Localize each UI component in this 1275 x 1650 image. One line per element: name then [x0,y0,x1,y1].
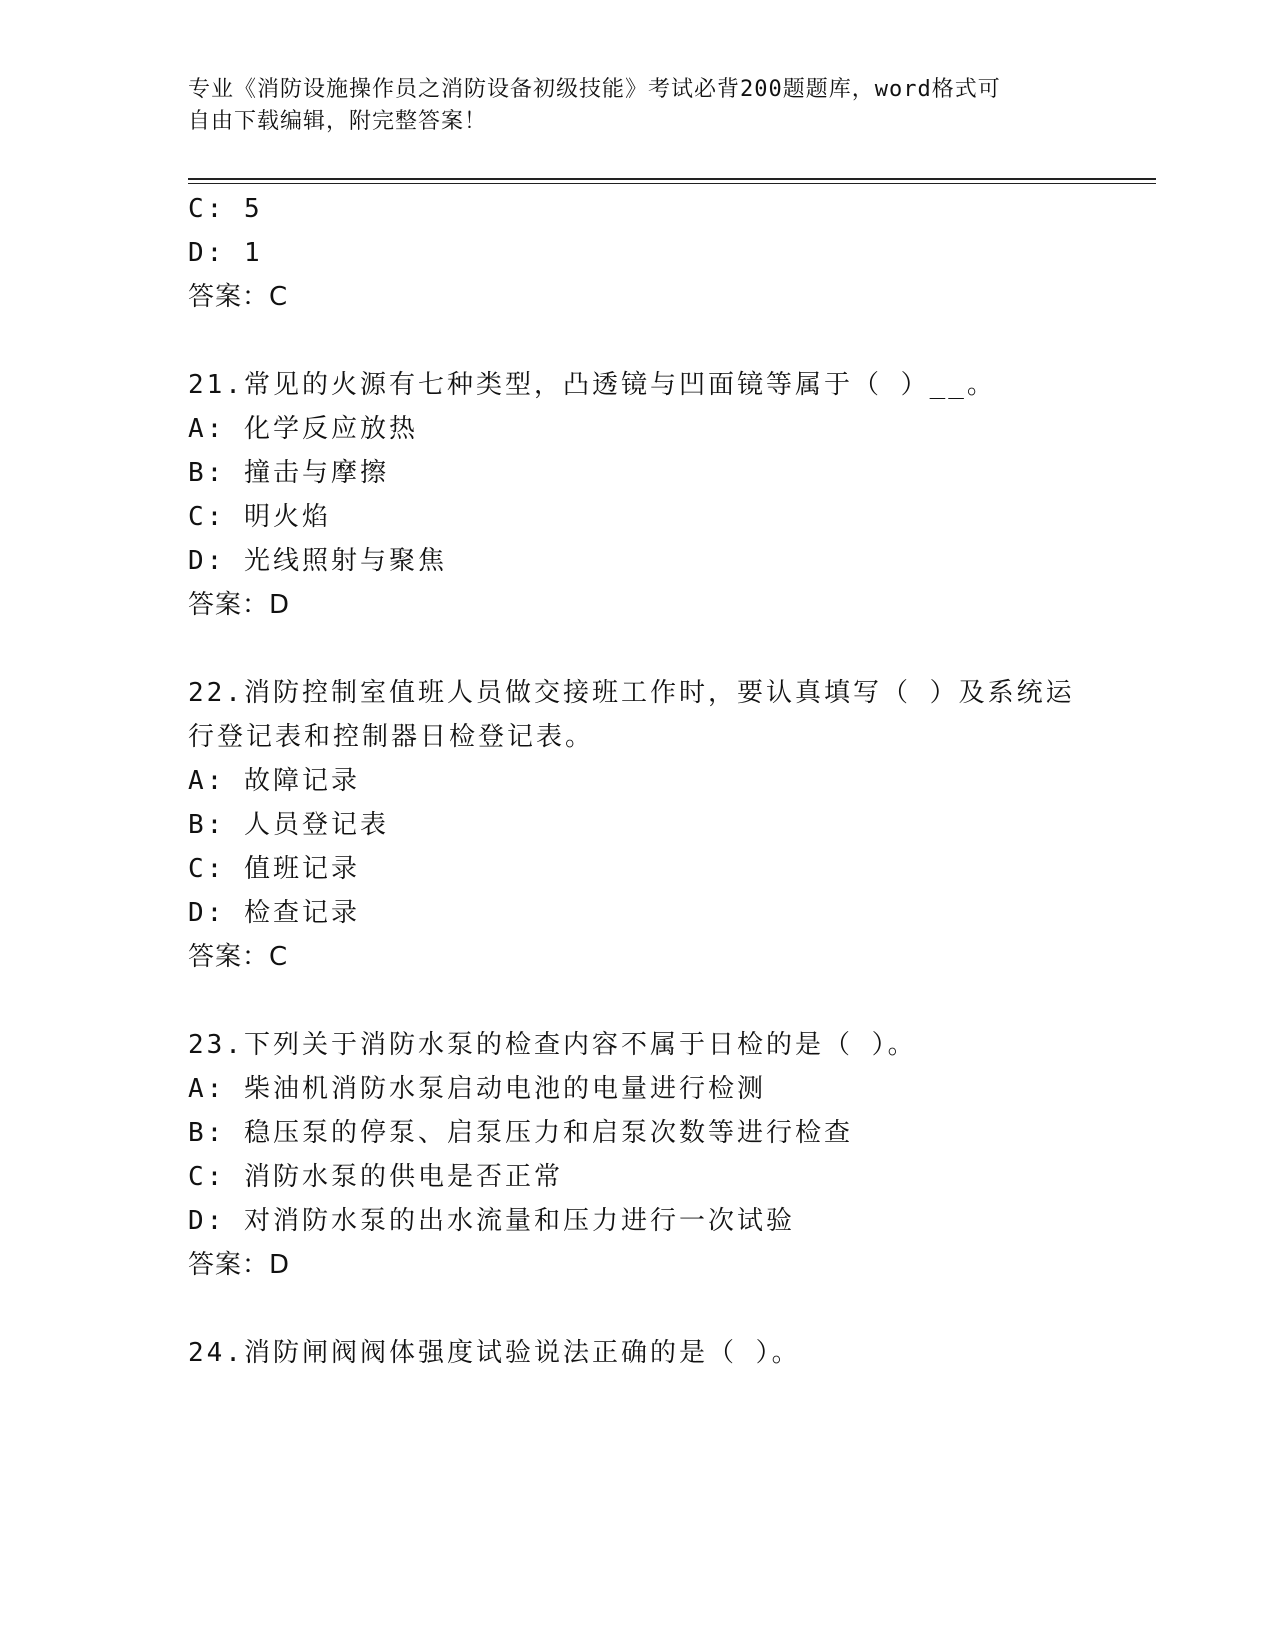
q22-option-b: B: 人员登记表 [188,810,389,840]
q23-option-d: D: 对消防水泵的出水流量和压力进行一次试验 [188,1206,795,1236]
q22-option-c: C: 值班记录 [188,854,360,884]
prev-answer: 答案：C [188,282,289,312]
q22-stem-line-2: 行登记表和控制器日检登记表。 [188,722,595,752]
q21-option-c: C: 明火焰 [188,502,331,532]
q23-answer: 答案：D [188,1250,291,1280]
document-header [188,74,1088,138]
q21-stem: 21.常见的火源有七种类型，凸透镜与凹面镜等属于（ ）__。 [188,370,996,400]
q23-stem: 23.下列关于消防水泵的检查内容不属于日检的是（ ）。 [188,1030,917,1060]
q21-option-b: B: 撞击与摩擦 [188,458,389,488]
header-divider-bottom [188,183,1156,184]
q22-option-a: A: 故障记录 [188,766,360,796]
q22-stem-line-1: 22.消防控制室值班人员做交接班工作时，要认真填写（ ）及系统运 [188,678,1075,708]
header-divider-top [188,178,1156,180]
header-line-2: 自由下载编辑，附完整答案！ [188,109,488,134]
q22-option-d: D: 检查记录 [188,898,360,928]
q23-option-c: C: 消防水泵的供电是否正常 [188,1162,563,1192]
prev-option-c: C: 5 [188,194,263,224]
q24-stem: 24.消防闸阀阀体强度试验说法正确的是（ ）。 [188,1338,801,1368]
q21-option-d: D: 光线照射与聚焦 [188,546,447,576]
q23-option-b: B: 稳压泵的停泵、启泵压力和启泵次数等进行检查 [188,1118,853,1148]
q23-option-a: A: 柴油机消防水泵启动电池的电量进行检测 [188,1074,766,1104]
q22-answer: 答案：C [188,942,289,972]
header-line-1: 专业《消防设施操作员之消防设备初级技能》考试必背200题题库，word格式可 [188,77,1001,102]
q21-answer: 答案：D [188,590,291,620]
prev-option-d: D: 1 [188,238,263,268]
q21-option-a: A: 化学反应放热 [188,414,418,444]
